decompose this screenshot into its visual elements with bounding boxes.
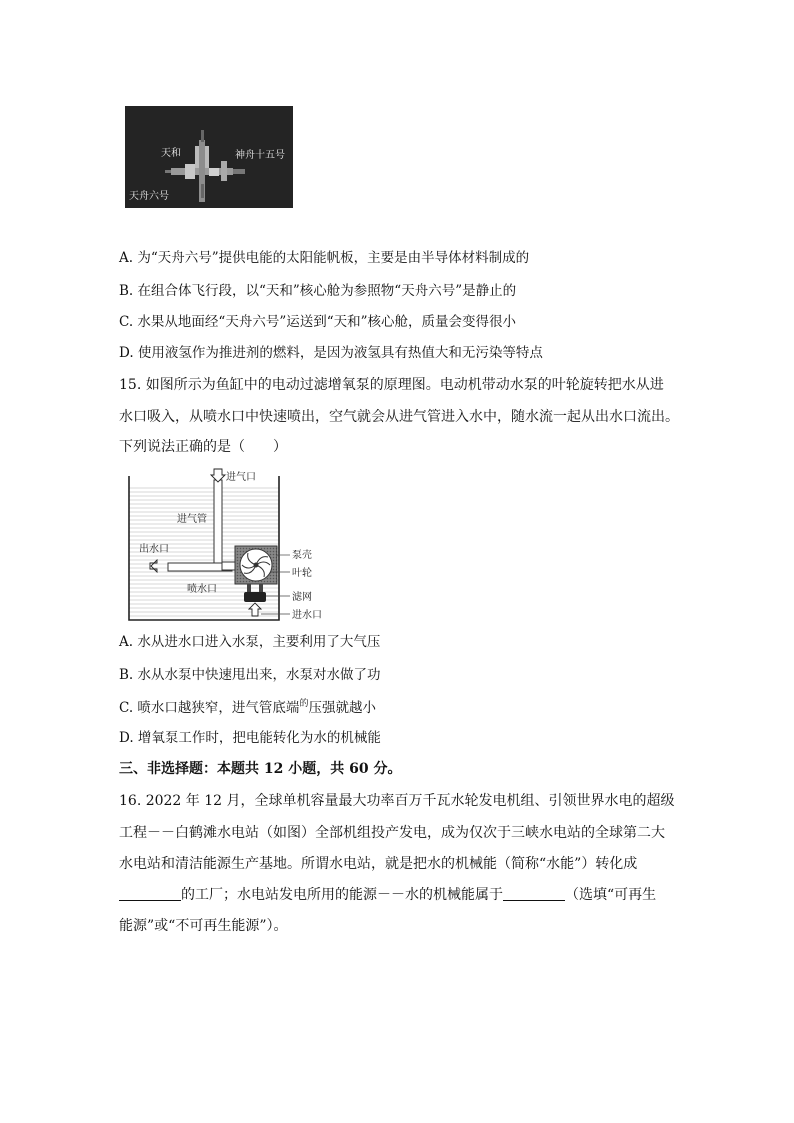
photo-label-shenzhou: 神舟十五号: [235, 150, 285, 161]
q15-option-a: A. 水从进水口进入水泵，主要利用了大气压: [119, 634, 381, 650]
q14-option-c: C. 水果从地面经“天舟六号”运送到“天和”核心舱，质量会变得很小: [119, 314, 517, 330]
q15-option-d: D. 增氧泵工作时，把电能转化为水的机械能: [119, 730, 381, 746]
label-filter: 滤网: [292, 592, 312, 603]
q16-line2: 工程－－白鹤滩水电站（如图）全部机组投产发电，成为仅次于三峡水电站的全球第二大: [119, 825, 665, 841]
q15-option-c: [119, 699, 376, 719]
label-impeller: 叶轮: [292, 568, 312, 579]
label-air-pipe: 进气管: [177, 514, 207, 525]
q16-line1: 16. 2022 年 12 月，全球单机容量最大功率百万千瓦水轮发电机组、引领世界水电的超级: [119, 793, 675, 809]
q15-option-c-sup: 的: [299, 699, 309, 709]
q16-line3: 水电站和清洁能源生产基地。所谓水电站，就是把水的机械能（简称“水能”）转化成: [119, 856, 638, 872]
q16-line4: [119, 886, 656, 904]
pump-diagram: [125, 466, 335, 628]
q15-option-c-post: 压强就越小: [308, 700, 376, 716]
space-station-photo: [125, 106, 293, 208]
photo-label-tianhe: 天和: [161, 148, 181, 159]
answer-blank-1[interactable]: [119, 886, 181, 901]
q14-option-b: B. 在组合体飞行段，以“天和”核心舱为参照物“天舟六号”是静止的: [119, 283, 517, 299]
q15-stem-line2: 水口吸入，从喷水口中快速喷出，空气就会从进气管进入水中，随水流一起从出水口流出。: [119, 409, 679, 425]
q16-line5: 能源”或“不可再生能源”）。: [119, 918, 288, 934]
label-water-outlet: 出水口: [139, 544, 169, 555]
q16-line4-a: 的工厂；水电站发电所用的能源－－水的机械能属于: [181, 887, 503, 903]
q15-option-c-pre: C. 喷水口越狭窄，进气管底端: [119, 700, 300, 716]
q14-option-a: A. 为“天舟六号”提供电能的太阳能帆板，主要是由半导体材料制成的: [119, 250, 530, 266]
q15-stem-line1: 15. 如图所示为鱼缸中的电动过滤增氧泵的原理图。电动机带动水泵的叶轮旋转把水从进: [119, 377, 664, 393]
section-3-heading: 三、非选择题：本题共 12 小题，共 60 分。: [119, 761, 402, 777]
label-water-inlet: 进水口: [292, 610, 322, 621]
q15-stem-line3: 下列说法正确的是（ ）: [119, 439, 287, 455]
q15-option-b: B. 水从水泵中快速甩出来，水泵对水做了功: [119, 667, 381, 683]
label-nozzle: 喷水口: [187, 584, 217, 595]
q14-option-d: D. 使用液氢作为推进剂的燃料，是因为液氢具有热值大和无污染等特点: [119, 345, 543, 361]
label-pump-shell: 泵壳: [292, 550, 312, 561]
answer-blank-2[interactable]: [503, 886, 565, 901]
q16-line4-b: （选填“可再生: [565, 887, 657, 903]
photo-label-tianzhou: 天舟六号: [129, 191, 169, 202]
label-air-inlet: 进气口: [226, 472, 256, 483]
